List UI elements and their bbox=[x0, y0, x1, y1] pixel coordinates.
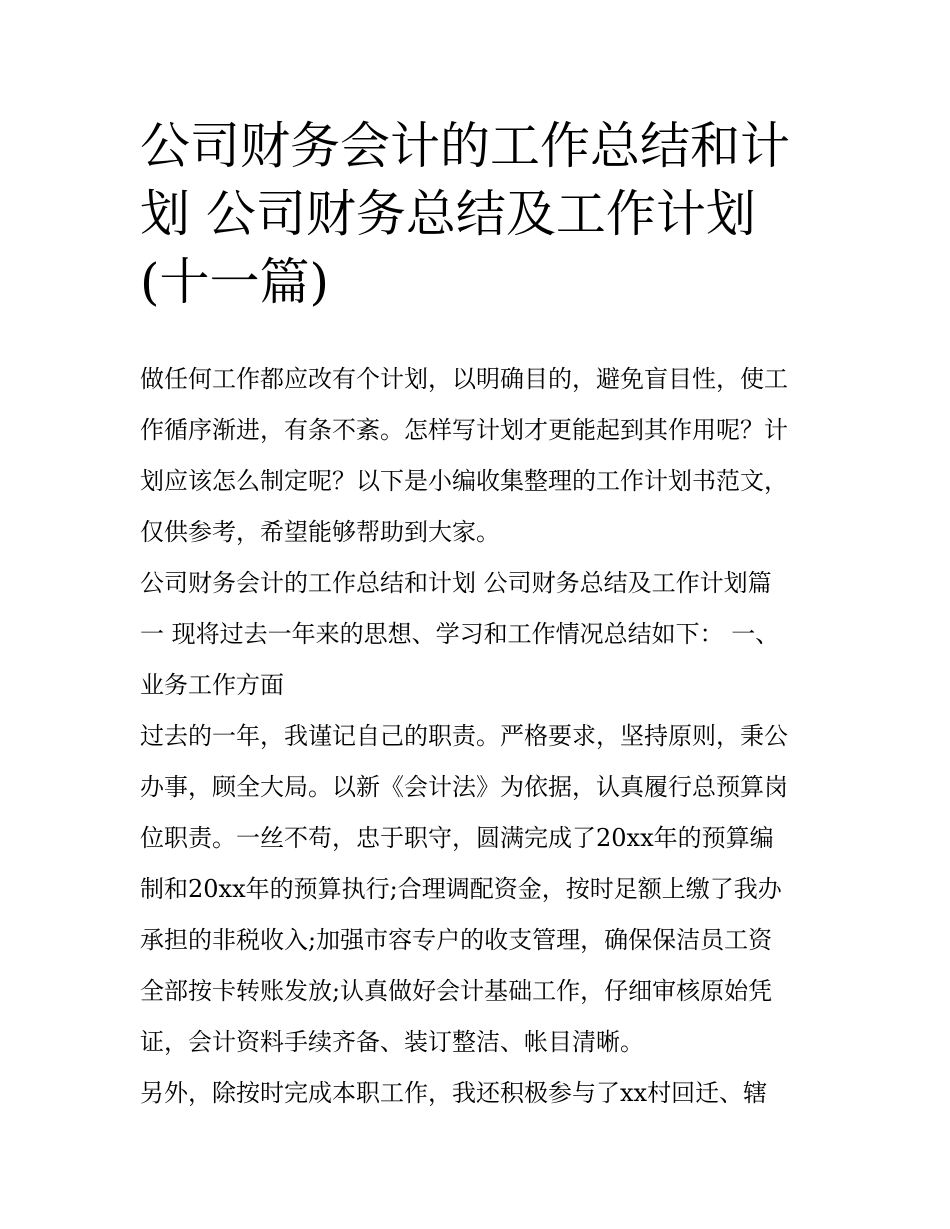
text-line: 作循序渐进，有条不紊。怎样写计划才更能起到其作用呢？计 bbox=[140, 416, 788, 444]
section-heading-paragraph bbox=[140, 558, 820, 711]
intro-paragraph bbox=[140, 354, 820, 558]
document-body bbox=[140, 354, 820, 1119]
text-line: 承担的非税收入;加强市容专户的收支管理，确保保洁员工资 bbox=[140, 926, 773, 954]
title-line: (十一篇) bbox=[140, 253, 330, 311]
text-line: 划应该怎么制定呢？以下是小编收集整理的工作计划书范文， bbox=[140, 467, 788, 495]
document-title bbox=[140, 112, 820, 316]
text-line: 全部按卡转账发放;认真做好会计基础工作，仔细审核原始凭 bbox=[140, 977, 773, 1005]
title-line: 公司财务会计的工作总结和计 bbox=[140, 117, 790, 175]
body-paragraph bbox=[140, 711, 820, 1068]
body-paragraph bbox=[140, 1068, 820, 1119]
text-line: 公司财务会计的工作总结和计划 公司财务总结及工作计划篇 bbox=[140, 569, 772, 597]
text-line: 证，会计资料手续齐备、装订整洁、帐目清晰。 bbox=[140, 1028, 644, 1056]
text-line: 制和20xx年的预算执行;合理调配资金，按时足额上缴了我办 bbox=[140, 875, 782, 903]
text-line: 做任何工作都应改有个计划，以明确目的，避免盲目性，使工 bbox=[140, 365, 788, 393]
text-line: 过去的一年，我谨记自己的职责。严格要求，坚持原则，秉公 bbox=[140, 722, 788, 750]
text-line: 仅供参考，希望能够帮助到大家。 bbox=[140, 518, 500, 546]
text-line: 位职责。一丝不苟，忠于职守，圆满完成了20xx年的预算编 bbox=[140, 824, 774, 852]
text-line: 办事，顾全大局。以新《会计法》为依据，认真履行总预算岗 bbox=[140, 773, 788, 801]
title-line: 划 公司财务总结及工作计划 bbox=[140, 185, 756, 243]
text-line: 另外，除按时完成本职工作，我还积极参与了xx村回迁、辖 bbox=[140, 1079, 768, 1107]
text-line: 业务工作方面 bbox=[140, 671, 284, 699]
text-line: 一 现将过去一年来的思想、学习和工作情况总结如下： 一、 bbox=[140, 620, 780, 648]
